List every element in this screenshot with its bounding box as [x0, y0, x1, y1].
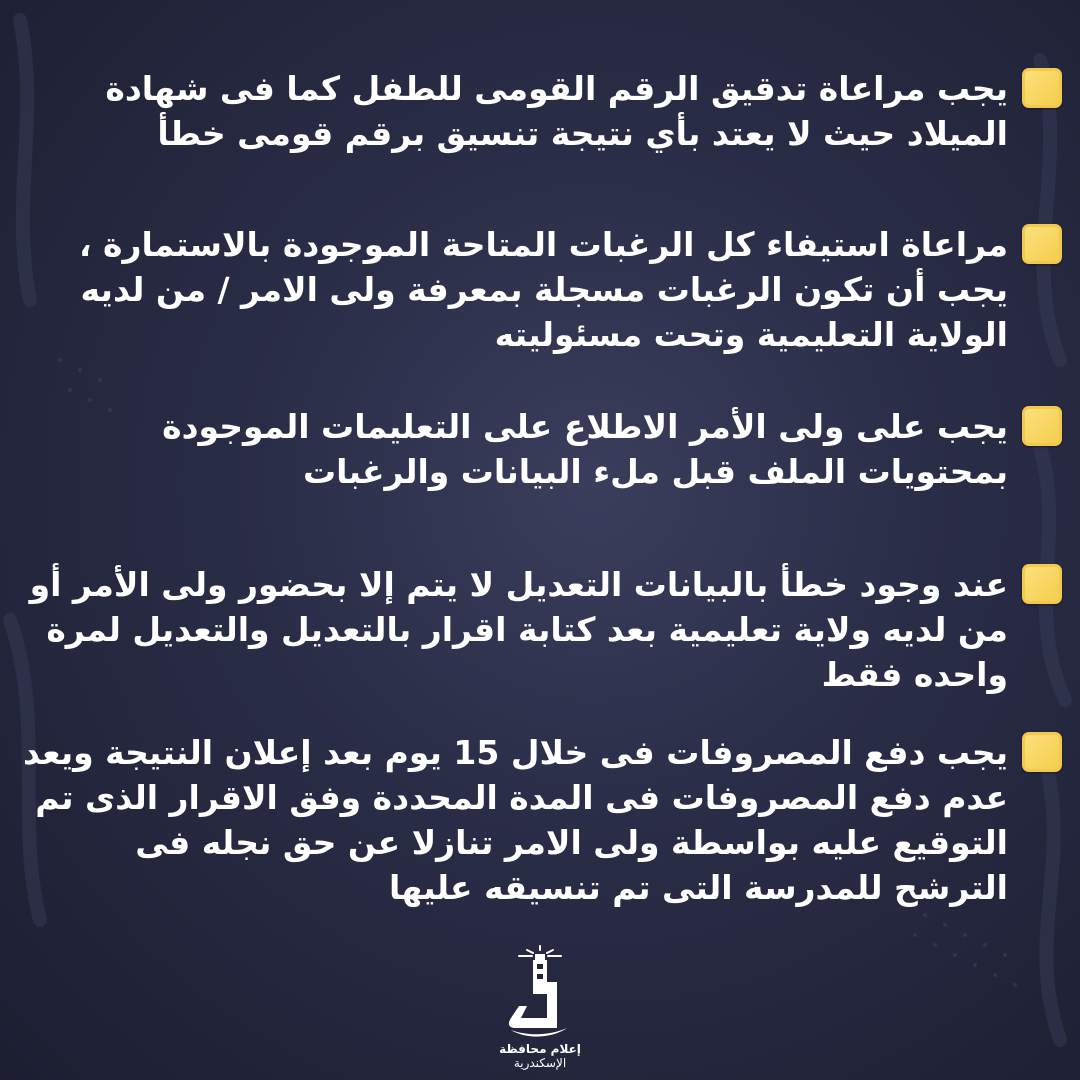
bullet-square-icon — [1022, 68, 1062, 108]
logo-text-line2: الإسكندرية — [513, 1056, 567, 1070]
alexandria-governorate-media-logo — [487, 944, 593, 1070]
item-text: يجب على ولى الأمر الاطلاع على التعليمات الموجودة بمحتويات الملف قبل ملء البيانات والرغبات — [162, 407, 1008, 491]
list-item — [22, 222, 1062, 357]
lighthouse-logo-icon — [487, 944, 593, 1042]
list-item — [22, 66, 1062, 156]
list-item — [22, 730, 1062, 910]
list-item — [22, 404, 1062, 494]
item-text: مراعاة استيفاء كل الرغبات المتاحة الموجودة بالاستمارة ، يجب أن تكون الرغبات مسجلة بمعرفة ولى الامر / من لديه الولاية التعليمية وتحت مسئوليته — [79, 225, 1008, 354]
item-text: يجب دفع المصروفات فى خلال 15 يوم بعد إعلان النتيجة ويعد عدم دفع المصروفات فى المدة المحددة وفق الاقرار الذى تم التوقيع عليه بواسطة ولى الامر تنازلا عن حق نجله فى الترشح للمدرسة التى تم تنسيقه عليها — [23, 733, 1008, 907]
bullet-square-icon — [1022, 732, 1062, 772]
bullet-square-icon — [1022, 406, 1062, 446]
logo-text-line1: إعلام محافظة — [499, 1042, 581, 1056]
item-text: يجب مراعاة تدقيق الرقم القومى للطفل كما فى شهادة الميلاد حيث لا يعتد بأي نتيجة تنسيق برقم قومى خطأ — [105, 69, 1008, 153]
item-text: عند وجود خطأ بالبيانات التعديل لا يتم إلا بحضور ولى الأمر أو من لديه ولاية تعليمية بعد كتابة اقرار بالتعديل والتعديل لمرة واحده فقط — [29, 565, 1008, 694]
list-item — [22, 562, 1062, 697]
bullet-square-icon — [1022, 564, 1062, 604]
bullet-square-icon — [1022, 224, 1062, 264]
